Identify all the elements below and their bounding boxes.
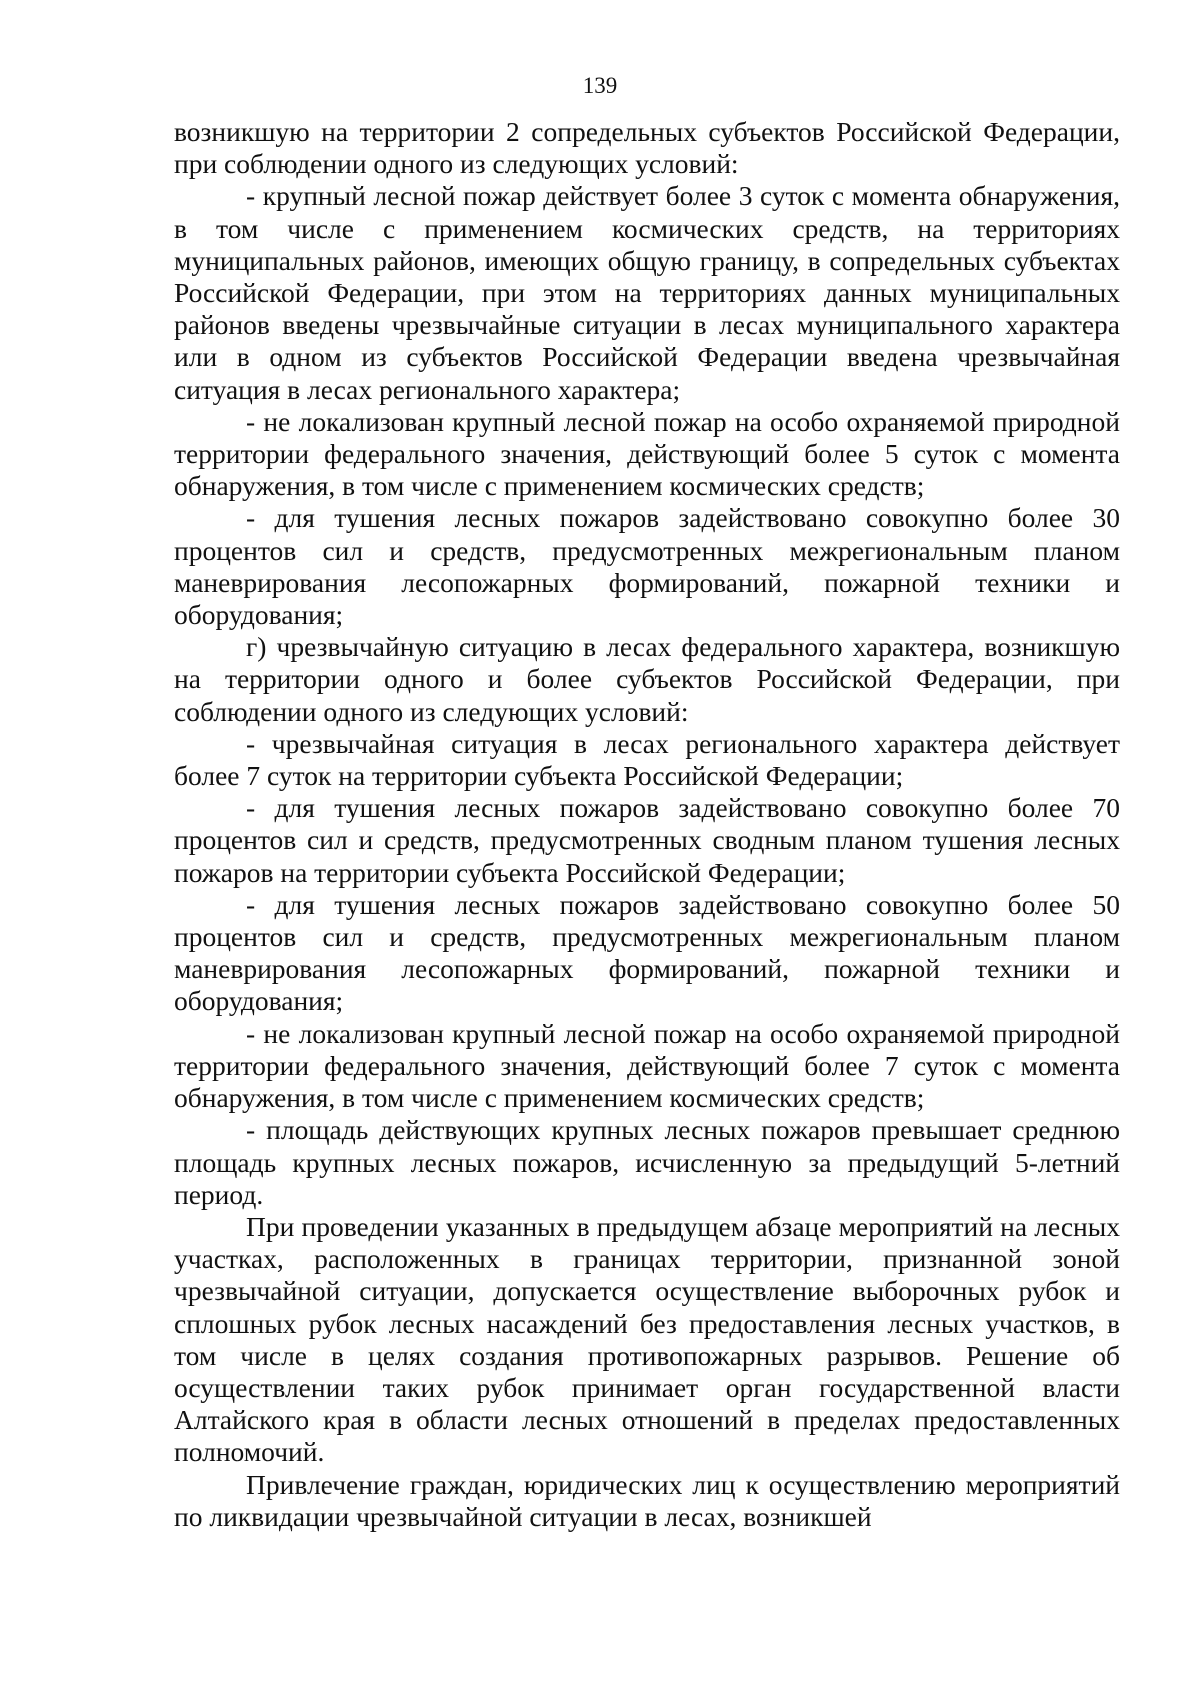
condition-item: ‐ не локализован крупный лесной пожар на особо охраняемой природной территории федерального значения, действующий более 7 суток с момента обнаружения, в том числе с применением космических средств; bbox=[174, 1017, 1120, 1114]
condition-item: ‐ площадь действующих крупных лесных пожаров превышает среднюю площадь крупных лесных пожаров, исчисленную за предыдущий 5-летний период. bbox=[174, 1114, 1120, 1210]
page-number: 139 bbox=[582, 73, 618, 98]
condition-item: ‐ для тушения лесных пожаров задействовано совокупно более 30 процентов сил и средств, предусмотренных межрегиональным планом маневрирования лесопожарных формирований, пожарной техники и оборудования; bbox=[174, 502, 1120, 631]
paragraph-continuation: возникшую на территории 2 сопредельных субъектов Российской Федерации, при соблюдении одного из следующих условий: bbox=[174, 116, 1120, 180]
document-body bbox=[174, 116, 1120, 1533]
condition-item: ‐ не локализован крупный лесной пожар на особо охраняемой природной территории федерального значения, действующий более 5 суток с момента обнаружения, в том числе с применением космических средств; bbox=[174, 405, 1120, 502]
condition-item: ‐ чрезвычайная ситуация в лесах регионального характера действует более 7 суток на территории субъекта Российской Федерации; bbox=[174, 727, 1120, 792]
body-paragraph: Привлечение граждан, юридических лиц к осуществлению мероприятий по ликвидации чрезвычайной ситуации в лесах, возникшей bbox=[174, 1468, 1120, 1532]
subpoint-g: г) чрезвычайную ситуацию в лесах федерального характера, возникшую на территории одного и более субъектов Российской Федерации, при соблюдении одного из следующих условий: bbox=[174, 631, 1120, 727]
condition-item: ‐ для тушения лесных пожаров задействовано совокупно более 70 процентов сил и средств, предусмотренных сводным планом тушения лесных пожаров на территории субъекта Российской Федерации; bbox=[174, 792, 1120, 888]
condition-item: ‐ для тушения лесных пожаров задействовано совокупно более 50 процентов сил и средств, предусмотренных межрегиональным планом маневрирования лесопожарных формирований, пожарной техники и оборудования; bbox=[174, 888, 1120, 1017]
condition-item: ‐ крупный лесной пожар действует более 3 суток с момента обнаружения, в том числе с применением космических средств, на территориях муниципальных районов, имеющих общую границу, в сопредельных субъектах Российской Федерации, при этом на территориях данных муниципальных районов введены чрезвычайные ситуации в лесах муниципального характера или в одном из субъектов Российской Федерации введена чрезвычайная ситуация в лесах регионального характера; bbox=[174, 180, 1120, 405]
body-paragraph: При проведении указанных в предыдущем абзаце мероприятий на лесных участках, расположенных в границах территории, признанной зоной чрезвычайной ситуации, допускается осуществление выборочных рубок и сплошных рубок лесных насаждений без предоставления лесных участков, в том числе в целях создания противопожарных разрывов. Решение об осуществлении таких рубок принимает орган государственной власти Алтайского края в области лесных отношений в пределах предоставленных полномочий. bbox=[174, 1210, 1120, 1468]
